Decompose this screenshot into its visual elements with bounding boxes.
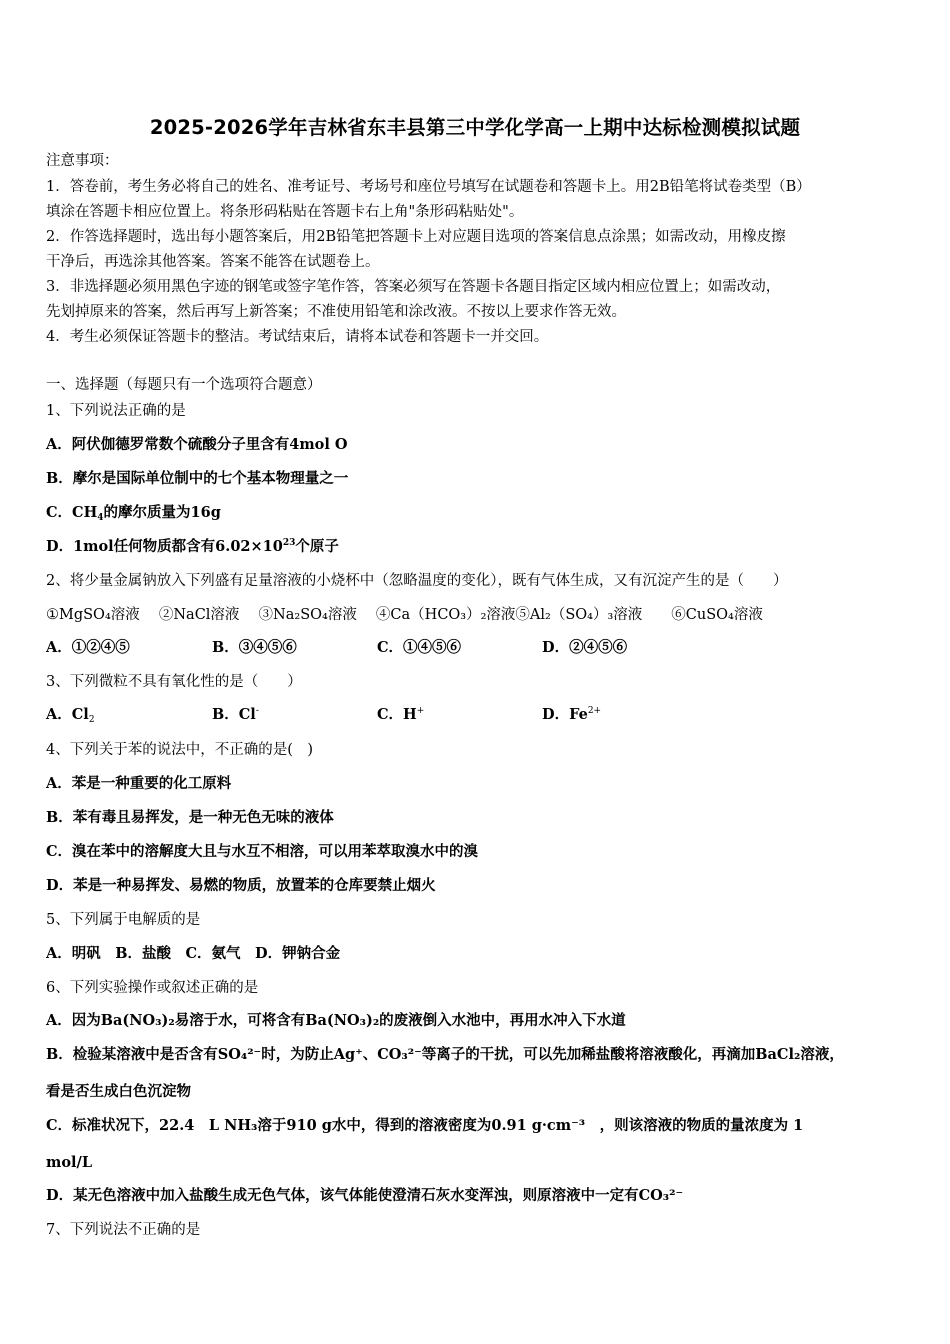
- q5-stem: 5、下列属于电解质的是: [46, 912, 201, 928]
- q3-option-d: D．$Fe^{2+}$: [542, 706, 602, 723]
- notice-item-4: 4．考生必须保证答题卡的整洁。考试结束后，请将本试卷和答题卡一并交回。: [46, 329, 549, 345]
- q2-stem: 2、将少量金属钠放入下列盛有足量溶液的小烧杯中（忽略温度的变化），既有气体生成，又有沉淀产生的是（ ）: [46, 573, 788, 589]
- q1-option-a: A．阿伏伽德罗常数个硫酸分子里含有4mol O: [46, 436, 348, 453]
- q2-option-a: A．①②④⑤: [46, 639, 130, 656]
- q6-stem: 6、下列实验操作或叙述正确的是: [46, 980, 259, 996]
- q6-option-c-cont: mol/L: [46, 1154, 93, 1171]
- q3-option-c: C．H+: [377, 706, 425, 723]
- q1-option-b: B．摩尔是国际单位制中的七个基本物理量之一: [46, 470, 349, 487]
- q4-option-c: C．溴在苯中的溶解度大且与水互不相溶，可以用苯萃取溴水中的溴: [46, 843, 479, 860]
- notice-item-3b: 先划掉原来的答案，然后再写上新答案；不准使用铅笔和涂改液。不按以上要求作答无效。: [46, 304, 626, 320]
- q1-option-c: C．$CH_4$的摩尔质量为16g: [46, 504, 221, 523]
- notice-item-1b: 填涂在答题卡相应位置上。将条形码粘贴在答题卡右上角"条形码粘贴处"。: [46, 204, 524, 220]
- q3-stem: 3、下列微粒不具有氧化性的是（ ）: [46, 674, 302, 690]
- q6-option-d: D．某无色溶液中加入盐酸生成无色气体，该气体能使澄清石灰水变浑浊，则原溶液中一定有CO₃²⁻: [46, 1187, 684, 1204]
- q4-stem: 4、下列关于苯的说法中，不正确的是( ): [46, 742, 314, 758]
- q5-options: A．明矾 B．盐酸 C．氨气 D．钾钠合金: [46, 945, 341, 962]
- notice-item-1a: 1．答卷前，考生务必将自己的姓名、准考证号、考场号和座位号填写在试题卷和答题卡上。用2B铅笔将试卷类型（B）: [46, 179, 811, 195]
- q4-option-b: B．苯有毒且易挥发，是一种无色无味的液体: [46, 809, 334, 826]
- section-heading: 一、选择题（每题只有一个选项符合题意）: [46, 377, 322, 393]
- q7-stem: 7、下列说法不正确的是: [46, 1222, 201, 1238]
- notice-item-2a: 2．作答选择题时，选出每小题答案后，用2B铅笔把答题卡上对应题目选项的答案信息点涂黑；如需改动，用橡皮擦: [46, 229, 786, 245]
- q3-option-a: A．$Cl_2$: [46, 706, 95, 725]
- q6-option-b-cont: 看是否生成白色沉淀物: [46, 1083, 191, 1100]
- notice-item-2b: 干净后，再选涂其他答案。答案不能答在试题卷上。: [46, 254, 380, 270]
- q6-option-a: A．因为Ba(NO₃)₂易溶于水，可将含有Ba(NO₃)₂的废液倒入水池中，再用水冲入下水道: [46, 1012, 626, 1029]
- page-title: 2025-2026学年吉林省东丰县第三中学化学高一上期中达标检测模拟试题: [149, 116, 801, 139]
- q4-option-d: D．苯是一种易挥发、易燃的物质，放置苯的仓库要禁止烟火: [46, 877, 436, 894]
- q2-option-c: C．①④⑤⑥: [377, 639, 462, 656]
- notice-item-3a: 3．非选择题必须用黑色字迹的钢笔或签字笔作答，答案必须写在答题卡各题目指定区域内相应位置上；如需改动，: [46, 279, 781, 295]
- q4-option-a: A．苯是一种重要的化工原料: [46, 775, 232, 792]
- q6-option-b: B．检验某溶液中是否含有SO₄²⁻时，为防止Ag⁺、CO₃²⁻等离子的干扰，可以先加稀盐酸将溶液酸化，再滴加BaCl₂溶液，: [46, 1046, 844, 1063]
- q2-option-d: D．②④⑤⑥: [542, 639, 628, 656]
- q2-option-b: B．③④⑤⑥: [212, 639, 297, 656]
- notice-heading: 注意事项：: [46, 153, 119, 169]
- q1-stem: 1、下列说法正确的是: [46, 403, 186, 419]
- q2-items: ①MgSO₄溶液 ②NaCl溶液 ③Na₂SO₄溶液 ④Ca（HCO₃）₂溶液⑤Al₂（SO₄）₃溶液 ⑥CuSO₄溶液: [46, 607, 763, 623]
- q6-option-c: C．标准状况下，22.4 L NH₃溶于910 g水中，得到的溶液密度为0.91 g·cm⁻³ ，则该溶液的物质的量浓度为 1: [46, 1117, 804, 1134]
- q1-option-d: D．1mol任何物质都含有$6.02\times 10^{23}$个原子: [46, 538, 339, 555]
- q3-option-b: B．Cl-: [212, 706, 259, 723]
